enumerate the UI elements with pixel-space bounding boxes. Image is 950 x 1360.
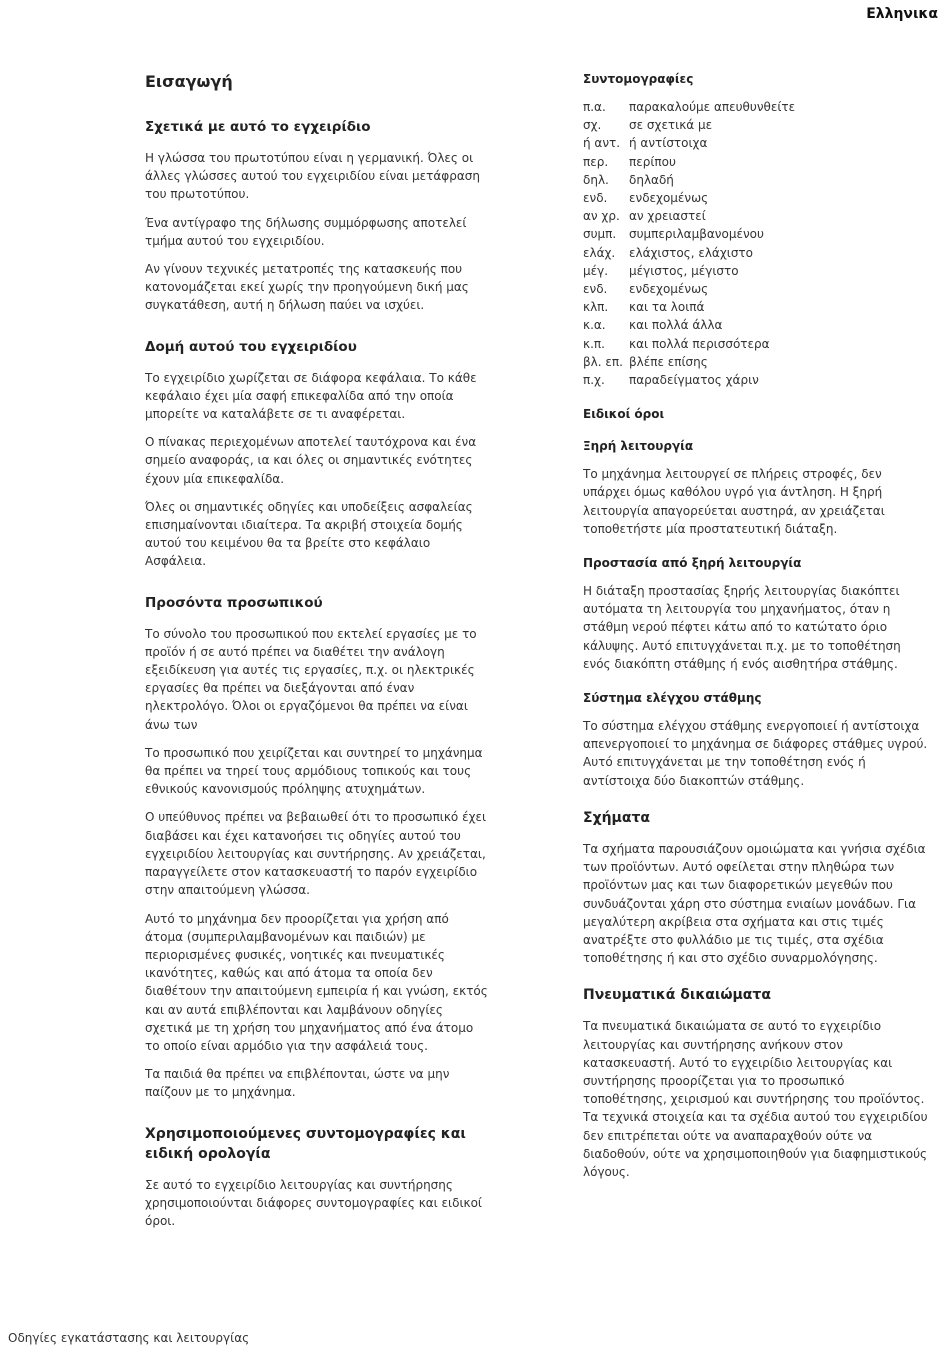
abbreviation-item [583,116,928,134]
abbreviation-meaning: αν χρειαστεί [629,209,706,224]
paragraph: Το σύστημα ελέγχου στάθμης ενεργοποιεί ή αντίστοιχα απενεργοποιεί το μηχάνημα σε διάφορες στάθμες υγρού. Αυτό επιτυγχάνεται με την τοποθέτηση ενός ή αντίστοιχα δύο διακοπτών στάθμης. [583,719,928,788]
abbreviation-meaning: παραδείγματος χάριν [629,373,759,388]
section-heading: Σχήματα [583,809,651,826]
paragraph: Τα παιδιά θα πρέπει να επιβλέπονται, ώστε να μην παίζουν με το μηχάνημα. [145,1067,450,1100]
paragraph: Η γλώσσα του πρωτοτύπου είναι η γερμανική. Όλες οι άλλες γλώσσες αυτού του εγχειριδίου είναι μετάφραση του πρωτοτύπου. [145,151,480,202]
abbreviation-meaning: περίπου [629,154,676,169]
section-about [145,117,490,315]
language-label: Ελληνικα [866,6,938,22]
abbreviation-item [583,371,928,389]
abbreviation-item [583,298,928,316]
abbreviation-meaning: ενδεχομένως [629,191,709,206]
abbreviation-list [583,98,928,389]
section-figures [583,808,928,967]
section-heading: Πνευματικά δικαιώματα [583,987,771,1004]
abbreviation-item [583,316,928,334]
abbreviation-meaning: ελάχιστος, ελάχιστο [629,245,753,260]
paragraph: Τα πνευματικά δικαιώματα σε αυτό το εγχειρίδιο λειτουργίας και συντήρησης ανήκουν στον κατασκευαστή. Αυτό το εγχειρίδιο λειτουργίας και συντήρησης προορίζεται για το προσωπικό τοποθέτησης, χειρισμού και συντήρησης του προϊόντος. Τα τεχνικά στοιχεία και τα σχέδια αυτού του εγχειριδίου δεν επιτρέπεται ούτε να αναπαραχθούν ούτε να διαδοθούν, ούτε να χρησιμοποιηθούν για διαφημιστικούς λόγους. [583,1019,928,1179]
section-heading: Χρησιμοποιούμενες συντομογραφίες και ειδική ορολογία [145,1125,466,1162]
section-structure [145,337,490,571]
abbreviation-term: ή αντ. [583,136,621,151]
abbreviation-meaning: ή αντίστοιχα [629,136,708,151]
paragraph: Τα σχήματα παρουσιάζουν ομοιώματα και γνήσια σχέδια των προϊόντων. Αυτό οφείλεται στην πληθώρα των προϊόντων μας και των διαφορετικών μεγεθών που συνδυάζονται χάρη στο σύστημα ενιαίων μονάδων. Για μεγαλύτερη ακρίβεια στα σχήματα και στις τιμές ανατρέξτε στο φυλλάδιο με τις τιμές, στα σχέδια τοποθέτησης ή και στο σχέδιο συναρμολόγησης. [583,841,926,966]
abbreviation-item [583,207,928,225]
abbreviation-item [583,262,928,280]
left-column [145,72,490,1252]
section-heading: Προσόντα προσωπικού [145,594,323,611]
abbreviation-term: σχ. [583,118,602,133]
abbreviation-item [583,98,928,116]
abbreviation-meaning: δηλαδή [629,172,674,187]
abbreviation-item [583,353,928,371]
section-heading: Σύστημα ελέγχου στάθμης [583,691,762,706]
abbreviation-meaning: παρακαλούμε απευθυνθείτε [629,100,796,114]
abbreviation-term: περ. [583,154,609,169]
paragraph: Σε αυτό το εγχειρίδιο λειτουργίας και συντήρησης χρησιμοποιούνται διάφορες συντομογραφίες και ειδικοί όροι. [145,1177,482,1228]
abbreviation-item [583,171,928,189]
abbreviation-item [583,134,928,152]
section-heading: Προστασία από ξηρή λειτουργία [583,556,802,571]
abbreviation-meaning: και τα λοιπά [629,300,705,315]
section-heading: Ξηρή λειτουργία [583,439,694,454]
abbreviation-term: π.α. [583,100,606,114]
abbreviation-term: κ.α. [583,318,606,333]
paragraph: Αν γίνουν τεχνικές μετατροπές της κατασκευής που κατονομάζεται εκεί χωρίς την προηγούμενη δική μας συγκατάθεση, αυτή η δήλωση παύει να ισχύει. [145,262,469,313]
paragraph: Η διάταξη προστασίας ξηρής λειτουργίας διακόπτει αυτόματα τη λειτουργία του μηχανήματος, όταν η στάθμη νερού πέφτει κάτω από το κατώτατο όριο κάλυψης. Αυτό επιτυγχάνεται π.χ. με το τοποθέτηση ενός διακόπτη στάθμης ή ενός αισθητήρα στάθμης. [583,584,901,671]
abbreviation-meaning: συμπεριλαμβανομένου [629,227,764,242]
footer-text: Οδηγίες εγκατάστασης και λειτουργίας [8,1331,250,1345]
abbreviation-term: μέγ. [583,263,609,278]
right-column [583,72,928,1199]
paragraph: Όλες οι σημαντικές οδηγίες και υποδείξεις ασφαλείας επισημαίνονται ιδιαίτερα. Τα ακριβή στοιχεία δομής αυτού του κειμένου θα τα βρείτε στο κεφάλαιο Ασφάλεια. [145,499,473,569]
section-special-terms [583,407,928,421]
abbreviation-item [583,153,928,171]
abbreviation-term: κλπ. [583,300,609,315]
abbreviation-term: ελάχ. [583,245,616,260]
abbreviation-meaning: και πολλά άλλα [629,318,723,333]
paragraph: Ο πίνακας περιεχομένων αποτελεί ταυτόχρονα και ένα σημείο αναφοράς, ια και όλες οι σημαντικές ενότητες έχουν μία επικεφαλίδα. [145,435,477,486]
paragraph: Αυτό το μηχάνημα δεν προορίζεται για χρήση από άτομα (συμπεριλαμβανομένων και παιδιών) με περιορισμένες φυσικές, νοητικές και πνευματικές ικανότητες, καθώς και από άτομα τα οποία δεν διαθέτουν την απαιτούμενη εμπειρία ή και γνώση, εκτός και αν αυτά επιβλέπονται και λαμβάνουν οδηγίες σχετικά με τη χρήση του μηχανήματος από ένα άτομο το οποίο είναι αρμόδιο για την ασφάλειά τους. [145,911,488,1053]
section-heading: Δομή αυτού του εγχειριδίου [145,338,357,355]
section-level-control [583,691,928,790]
page-title: Εισαγωγή [145,72,233,91]
paragraph: Το εγχειρίδιο χωρίζεται σε διάφορα κεφάλαια. Το κάθε κεφάλαιο έχει μία σαφή επικεφαλίδα από την οποία μπορείτε να καταλάβετε σε τι αναφέρεται. [145,370,477,422]
section-copyright [583,985,928,1181]
abbreviation-term: ενδ. [583,282,608,297]
abbreviation-meaning: βλέπε επίσης [629,354,708,369]
abbreviation-item [583,335,928,353]
abbreviation-item [583,189,928,207]
section-abbreviations-intro [145,1124,490,1231]
abbreviation-meaning: ενδεχομένως [629,282,709,297]
paragraph: Το προσωπικό που χειρίζεται και συντηρεί το μηχάνημα θα πρέπει να τηρεί τους αρμόδιους τοπικούς και τους εθνικούς κανονισμούς πρόληψης ατυχημάτων. [145,745,483,797]
section-abbreviations [583,72,928,389]
paragraph: Ο υπεύθυνος πρέπει να βεβαιωθεί ότι το προσωπικό έχει διαβάσει και έχει κατανοήσει τις οδηγίες αυτού του εγχειριδίου λειτουργίας και συντήρησης. Αν χρειάζεται, παραγγείλετε στον κατασκευαστή το παρόν εγχειρίδιο στην απαιτούμενη γλώσσα. [145,810,487,898]
abbreviation-meaning: σε σχετικά με [629,118,713,133]
section-personnel [145,593,490,1102]
abbreviation-term: συμπ. [583,227,617,242]
paragraph: Το μηχάνημα λειτουργεί σε πλήρεις στροφές, δεν υπάρχει όμως καθόλου υγρό για άντληση. Η ξηρή λειτουργία απαγορεύεται αυστηρά, αν χρειάζεται τοποθετήστε μία προστατευτική διάταξη. [583,467,885,536]
abbreviation-meaning: μέγιστος, μέγιστο [629,263,739,278]
abbreviation-term: δηλ. [583,172,609,187]
section-dry-run [583,439,928,538]
abbreviation-meaning: και πολλά περισσότερα [629,336,770,351]
section-dry-protection [583,556,928,673]
paragraph: Το σύνολο του προσωπικού που εκτελεί εργασίες με το προϊόν ή σε αυτό πρέπει να διαθέτει την ανάλογη εξειδίκευση για αυτές τις εργασίες, π.χ. οι ηλεκτρικές εργασίες θα πρέπει να διεξάγονται από έναν ηλεκτρολόγο. Όλοι οι εργαζόμενοι θα πρέπει να είναι άνω των [145,626,477,732]
abbreviation-term: π.χ. [583,373,605,388]
section-heading: Σχετικά με αυτό το εγχειρίδιο [145,119,371,135]
abbreviation-item [583,280,928,298]
paragraph: Ένα αντίγραφο της δήλωσης συμμόρφωσης αποτελεί τμήμα αυτού του εγχειριδίου. [145,215,467,248]
section-heading: Συντομογραφίες [583,72,694,86]
abbreviation-term: αν χρ. [583,209,620,224]
section-heading: Ειδικοί όροι [583,407,665,422]
abbreviation-term: βλ. επ. [583,354,623,369]
abbreviation-term: κ.π. [583,336,605,351]
abbreviation-item [583,244,928,262]
abbreviation-term: ενδ. [583,191,608,206]
abbreviation-item [583,225,928,243]
